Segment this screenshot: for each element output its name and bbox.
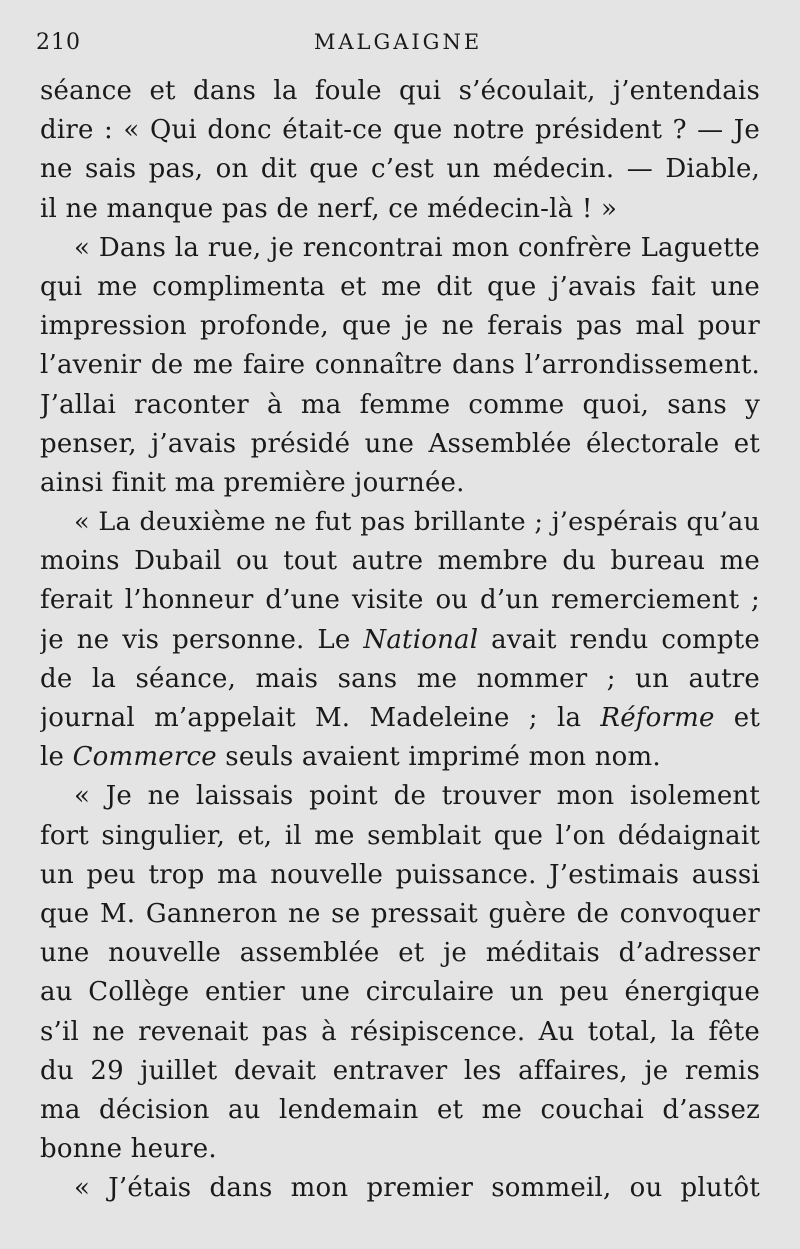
text-line: « Je ne laissais point de trouver mon isolement	[74, 781, 760, 812]
body-text	[40, 72, 760, 1208]
text-line: de la séance, mais sans me nommer ; un autre	[40, 663, 760, 694]
text-line: je ne vis personne. Le National avait rendu compte	[40, 624, 760, 655]
running-head: MALGAIGNE	[313, 30, 483, 54]
text-line: le Commerce seuls avaient imprimé mon nom.	[40, 742, 661, 773]
text-line: s’il ne revenait pas à résipiscence. Au total, la fête	[40, 1016, 760, 1047]
text-line: J’allai raconter à ma femme comme quoi, sans y	[40, 389, 760, 420]
text-line: il ne manque pas de nerf, ce médecin-là ! »	[40, 193, 618, 224]
text-line: « La deuxième ne fut pas brillante ; j’espérais qu’au	[74, 507, 760, 538]
text-line: ainsi finit ma première journée.	[40, 467, 465, 498]
text-line: impression profonde, que je ne ferais pas mal pour	[40, 311, 760, 342]
text-line: l’avenir de me faire connaître dans l’arrondissement.	[40, 350, 760, 381]
text-line: séance et dans la foule qui s’écoulait, j’entendais	[40, 76, 760, 106]
text-line: fort singulier, et, il me semblait que l’on dédaignait	[40, 820, 760, 851]
text-line: journal m’appelait M. Madeleine ; la Réforme et	[40, 703, 760, 733]
text-line: du 29 juillet devait entraver les affaires, je remis	[40, 1055, 760, 1086]
text-line: bonne heure.	[40, 1134, 217, 1165]
text-line: au Collège entier une circulaire un peu énergique	[40, 977, 760, 1008]
text-line: que M. Ganneron ne se pressait guère de convoquer	[40, 898, 760, 929]
text-line: « Dans la rue, je rencontrai mon confrère Laguette	[74, 232, 760, 263]
text-line: une nouvelle assemblée et je méditais d’adresser	[40, 938, 760, 969]
text-line: qui me complimenta et me dit que j’avais fait une	[40, 271, 760, 302]
text-line: penser, j’avais présidé une Assemblée électorale et	[40, 428, 760, 459]
page-header	[36, 30, 760, 66]
text-line: ferait l’honneur d’une visite ou d’un remerciement ;	[40, 585, 760, 616]
text-line: dire : « Qui donc était-ce que notre président ? — Je	[40, 115, 760, 146]
text-line: « J’étais dans mon premier sommeil, ou plutôt	[74, 1173, 760, 1204]
page-number: 210	[36, 30, 81, 55]
text-line: ne sais pas, on dit que c’est un médecin. — Diable,	[40, 154, 760, 185]
text-line: un peu trop ma nouvelle puissance. J’estimais aussi	[40, 859, 760, 890]
text-line: ma décision au lendemain et me couchai d’assez	[40, 1094, 760, 1125]
text-line: moins Dubail ou tout autre membre du bureau me	[40, 546, 760, 577]
